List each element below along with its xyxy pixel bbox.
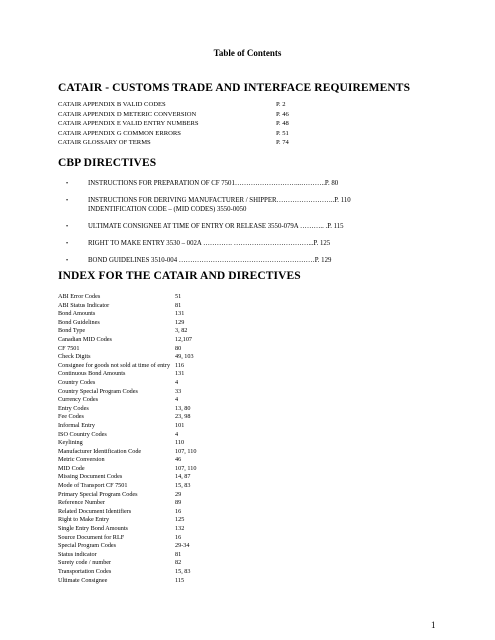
appendix-label: CATAIR GLOSSARY OF TERMS	[58, 139, 151, 146]
page-number: 1	[431, 620, 436, 630]
index-entry	[58, 456, 308, 465]
index-term: Metric Conversion	[58, 456, 105, 464]
bullet-icon: •	[66, 257, 69, 264]
index-pages: 49, 103	[175, 353, 194, 361]
index-entry	[58, 568, 308, 577]
index-term: Fee Codes	[58, 413, 84, 421]
index-pages: 4	[175, 430, 179, 438]
index-pages: 129	[175, 318, 185, 326]
index-pages: 110	[175, 439, 185, 447]
index-entry	[58, 327, 308, 336]
index-pages: 16	[175, 533, 182, 541]
index-entry	[58, 345, 308, 354]
index-term: ISO Country Codes	[58, 430, 107, 438]
index-pages: 131	[175, 370, 185, 378]
index-pages: 23, 98	[175, 413, 191, 421]
index-entry	[58, 362, 308, 371]
directive-text-continued: INDENTIFICATION CODE – (MID CODES) 3550-0050	[88, 205, 247, 213]
appendix-page: P. 74	[276, 139, 289, 146]
index-pages: 116	[175, 361, 185, 369]
appendix-entry	[58, 110, 378, 120]
index-entry	[58, 422, 308, 431]
directive-text: ULTIMATE CONSIGNEE AT TIME OF ENTRY OR RELEASE 3550-079A ……….. .P. 115	[88, 222, 344, 230]
index-entry	[58, 293, 308, 302]
index-heading: INDEX FOR THE CATAIR AND DIRECTIVES	[58, 270, 301, 282]
index-entry	[58, 431, 308, 440]
bullet-icon: •	[66, 223, 69, 230]
index-pages: 82	[175, 559, 182, 567]
index-term: Reference Number	[58, 499, 105, 507]
index-entry	[58, 551, 308, 560]
index-entry	[58, 353, 308, 362]
index-pages: 89	[175, 499, 182, 507]
index-pages: 46	[175, 456, 182, 464]
cbp-directives-list	[58, 180, 448, 274]
index-term: ABI Status Indicator	[58, 301, 110, 309]
index-entry	[58, 310, 308, 319]
index-pages: 80	[175, 344, 182, 352]
index-pages: 4	[175, 396, 179, 404]
cbp-directives-heading: CBP DIRECTIVES	[58, 157, 157, 169]
appendix-entry	[58, 138, 378, 148]
index-pages: 115	[175, 576, 185, 584]
index-term: Keylining	[58, 439, 83, 447]
index-term: Bond Guidelines	[58, 318, 100, 326]
index-entry	[58, 499, 308, 508]
index-pages: 4	[175, 378, 179, 386]
appendix-label: CATAIR APPENDIX D METERIC CONVERSION	[58, 110, 197, 118]
index-term: Missing Document Codes	[58, 473, 123, 481]
index-entry	[58, 491, 308, 500]
index-entry	[58, 379, 308, 388]
index-pages: 14, 87	[175, 473, 191, 481]
appendix-label: CATAIR APPENDIX G COMMON ERRORS	[58, 129, 181, 137]
index-term: Primary Special Program Codes	[58, 490, 138, 498]
index-pages: 12,107	[175, 335, 193, 343]
index-term: MID Code	[58, 464, 85, 472]
index-entry	[58, 473, 308, 482]
index-term: Entry Codes	[58, 404, 89, 412]
index-pages: 107, 110	[175, 447, 197, 455]
appendix-entry	[58, 100, 378, 110]
index-term: Country Codes	[58, 378, 96, 386]
index-pages: 101	[175, 421, 185, 429]
bullet-icon: •	[66, 240, 69, 247]
appendix-entry	[58, 119, 378, 129]
index-pages: 3, 82	[175, 327, 188, 335]
index-entry	[58, 319, 308, 328]
index-term: Status indicator	[58, 550, 97, 558]
index-entry	[58, 413, 308, 422]
index-entry	[58, 577, 308, 586]
catair-heading: CATAIR - CUSTOMS TRADE AND INTERFACE REQUIREMENTS	[58, 82, 411, 94]
directive-item	[58, 257, 448, 266]
index-pages: 15, 83	[175, 482, 191, 490]
index-entry	[58, 388, 308, 397]
directive-item	[58, 223, 448, 232]
index-term: Ultimate Consignee	[58, 576, 108, 584]
index-term: Informal Entry	[58, 421, 95, 429]
bullet-icon: •	[66, 181, 69, 187]
index-term: Continuous Bond Amounts	[58, 370, 126, 378]
index-pages: 13, 80	[175, 404, 191, 412]
index-term: Transportation Codes	[58, 568, 112, 575]
appendix-entry	[58, 129, 378, 139]
index-entry	[58, 396, 308, 405]
index-term: Bond Type	[58, 327, 86, 335]
index-pages: 131	[175, 310, 185, 318]
directive-text: RIGHT TO MAKE ENTRY 3530 – 002A …………. ……………………………...P. 125	[88, 239, 331, 247]
index-term: Related Document Identifiers	[58, 507, 132, 515]
appendix-page: P. 48	[276, 120, 289, 127]
index-term: Consignee for goods not sold at time of entry	[58, 361, 171, 369]
index-pages: 81	[175, 301, 182, 309]
directive-item	[58, 240, 448, 249]
index-list	[58, 293, 308, 585]
index-entry	[58, 482, 308, 491]
appendix-page: P. 2	[276, 101, 286, 108]
appendix-page: P. 51	[276, 129, 289, 137]
index-term: CF 7501	[58, 344, 80, 352]
directive-item	[58, 197, 448, 214]
page-title: Table of Contents	[213, 48, 282, 58]
appendix-list	[58, 100, 378, 148]
index-term: Source Document for RLF	[58, 533, 125, 541]
bullet-icon: •	[66, 198, 69, 205]
index-pages: 33	[175, 387, 182, 395]
index-entry	[58, 516, 308, 525]
index-pages: 29-34	[175, 542, 190, 550]
directive-text: INSTRUCTIONS FOR DERIVING MANUFACTURER / SHIPPER……………………..P. 110	[88, 197, 351, 205]
index-term: Manufacturer Identification Code	[58, 447, 142, 455]
index-pages: 81	[175, 550, 182, 558]
index-entry	[58, 448, 308, 457]
index-entry	[58, 525, 308, 534]
index-pages: 132	[175, 525, 185, 533]
appendix-label: CATAIR APPENDIX E VALID ENTRY NUMBERS	[58, 120, 199, 127]
index-entry	[58, 465, 308, 474]
index-term: Single Entry Bond Amounts	[58, 525, 128, 533]
index-term: Surety code / number	[58, 559, 112, 567]
index-term: Bond Amounts	[58, 310, 96, 318]
index-pages: 51	[175, 293, 182, 300]
index-entry	[58, 302, 308, 311]
index-term: Check Digits	[58, 353, 91, 361]
index-entry	[58, 559, 308, 568]
index-entry	[58, 542, 308, 551]
index-term: Country Special Program Codes	[58, 387, 138, 395]
index-entry	[58, 370, 308, 379]
directive-text: INSTRUCTIONS FOR PREPARATION OF CF 7501………………………...………..P. 80	[88, 180, 339, 187]
index-term: Special Program Codes	[58, 542, 117, 550]
index-pages: 16	[175, 507, 182, 515]
index-pages: 29	[175, 490, 182, 498]
index-term: ABI Error Codes	[58, 293, 101, 300]
index-entry	[58, 508, 308, 517]
index-term: Canadian MID Codes	[58, 335, 112, 343]
index-pages: 125	[175, 516, 185, 524]
index-pages: 107, 110	[175, 464, 197, 472]
index-entry	[58, 534, 308, 543]
index-term: Currency Codes	[58, 396, 99, 404]
directive-text: BOND GUIDELINES 3510-004 ……………………………………………………P. 129	[88, 256, 332, 264]
index-entry	[58, 336, 308, 345]
index-term: Mode of Transport CF 7501	[58, 482, 128, 490]
appendix-page: P. 46	[276, 110, 289, 118]
index-pages: 15, 83	[175, 568, 191, 575]
index-entry	[58, 405, 308, 414]
index-term: Right to Make Entry	[58, 516, 110, 524]
directive-item	[58, 180, 448, 189]
appendix-label: CATAIR APPENDIX B VALID CODES	[58, 101, 166, 108]
index-entry	[58, 439, 308, 448]
